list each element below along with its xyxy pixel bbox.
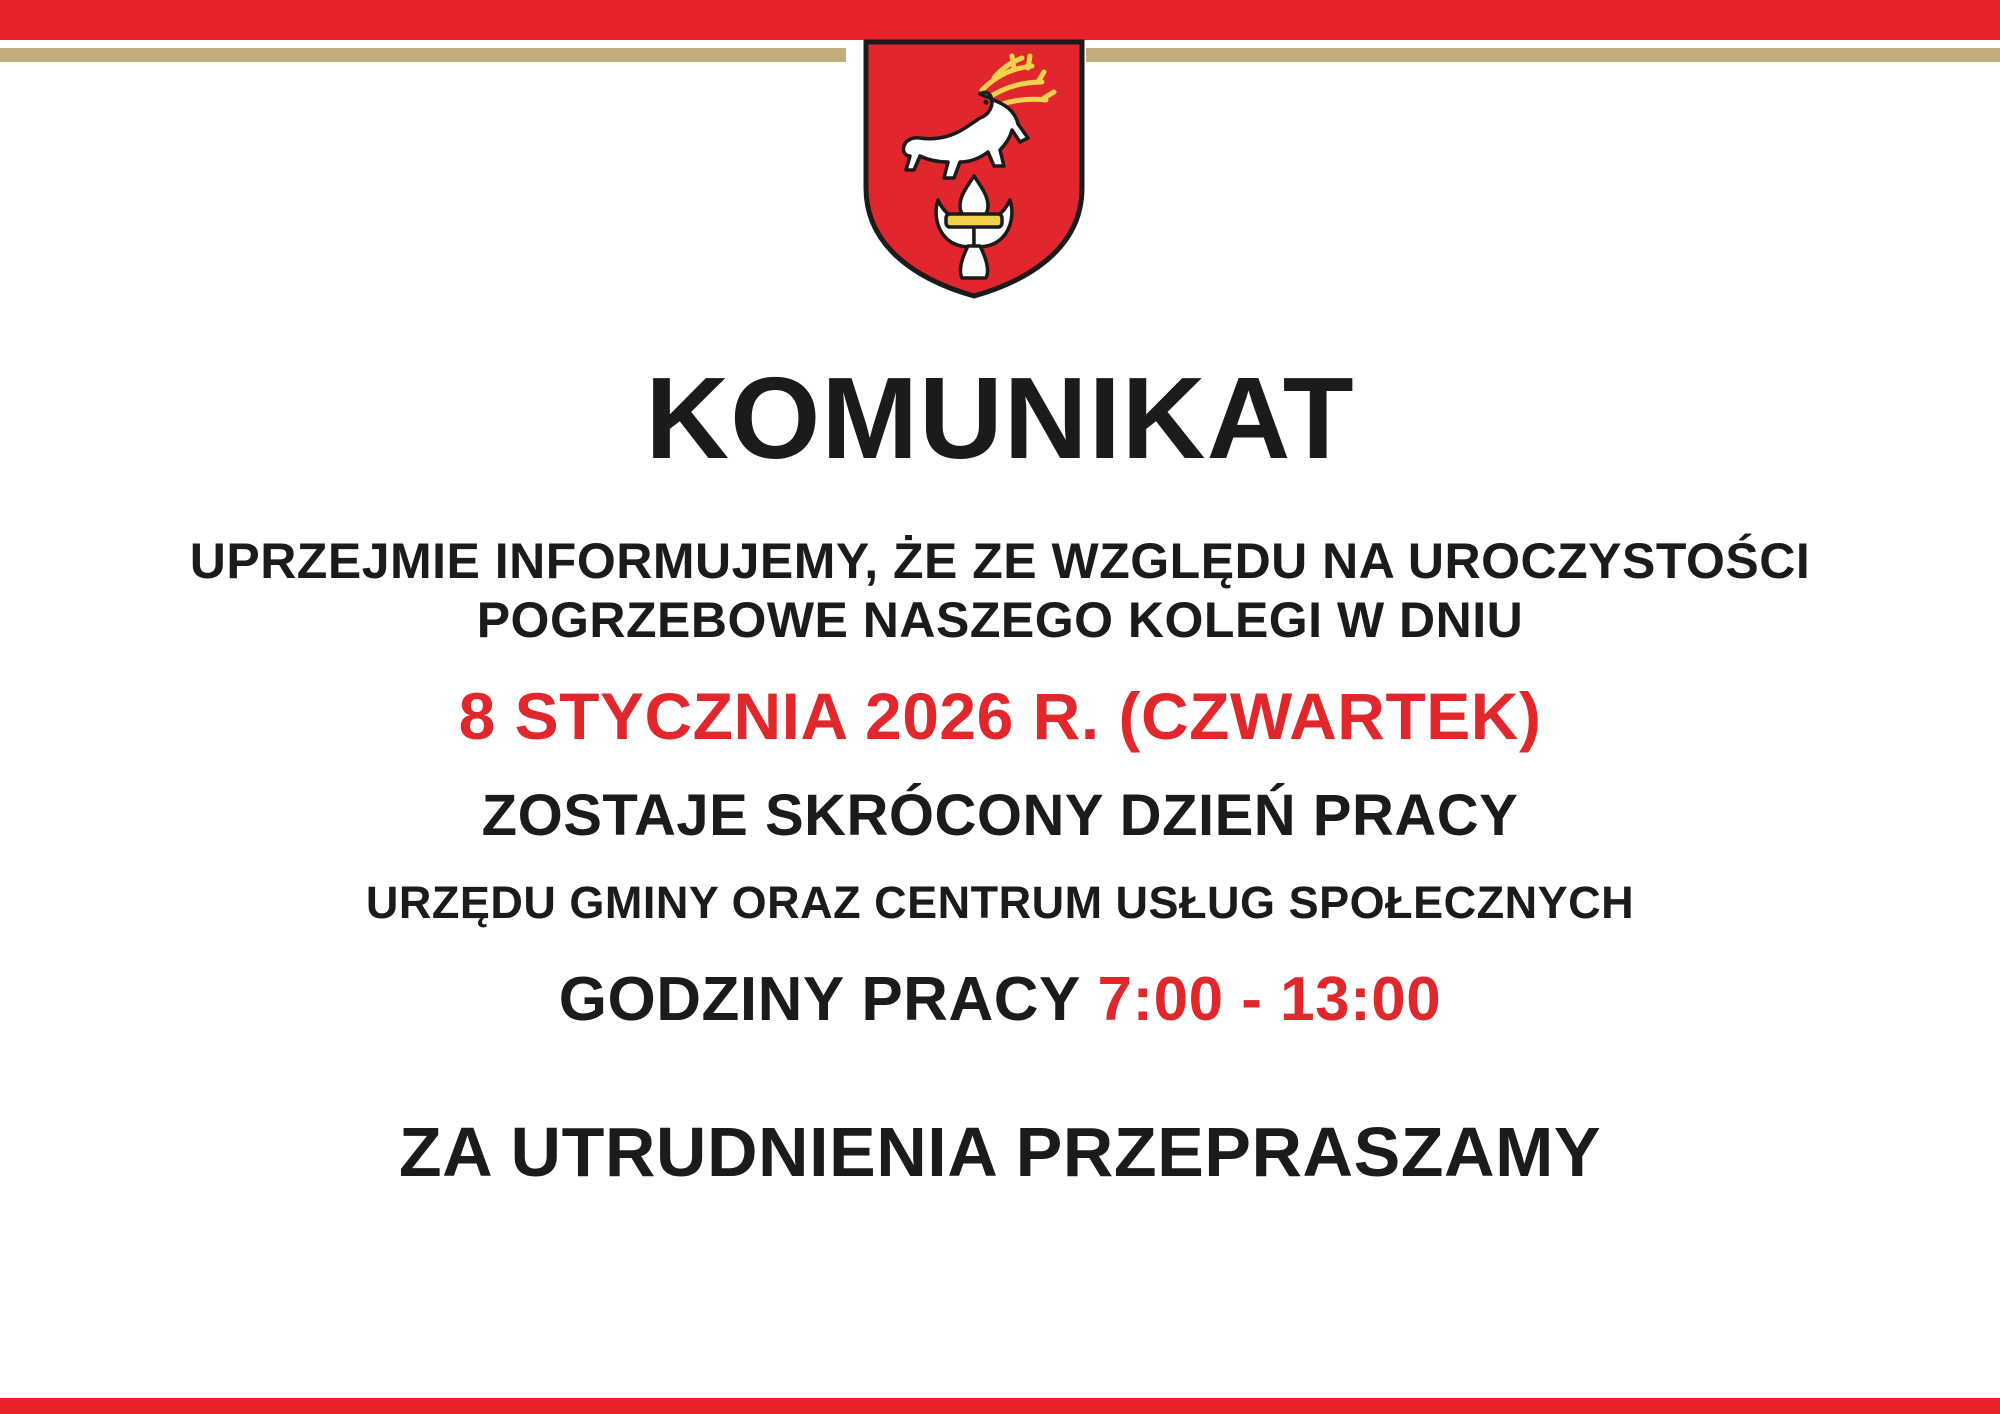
lead-line-2: POGRZEBOWE NASZEGO KOLEGI W DNIU <box>476 592 1524 648</box>
coat-of-arms-icon <box>862 38 1086 300</box>
event-date: 8 STYCZNIA 2026 R. (CZWARTEK) <box>458 679 1542 753</box>
page-title: KOMUNIKAT <box>645 353 1355 483</box>
bottom-accent-bar <box>0 1398 2000 1414</box>
lead-line-1: UPRZEJMIE INFORMUJEMY, ŻE ZE WZGLĘDU NA UROCZYSTOŚCI <box>189 533 1811 589</box>
working-hours-label: GODZINY PRACY <box>558 965 1098 1035</box>
working-hours-line <box>0 963 2000 1036</box>
working-hours-value: 7:00 - 13:00 <box>1097 965 1442 1035</box>
apology-text: ZA UTRUDNIENIA PRZEPRASZAMY <box>398 1112 1602 1191</box>
affected-offices-text: URZĘDU GMINY ORAZ CENTRUM USŁUG SPOŁECZNYCH <box>365 877 1635 929</box>
shortened-workday-text: ZOSTAJE SKRÓCONY DZIEŃ PRACY <box>481 782 1519 848</box>
top-accent-bar <box>0 0 2000 40</box>
notice-body <box>0 353 2000 1193</box>
